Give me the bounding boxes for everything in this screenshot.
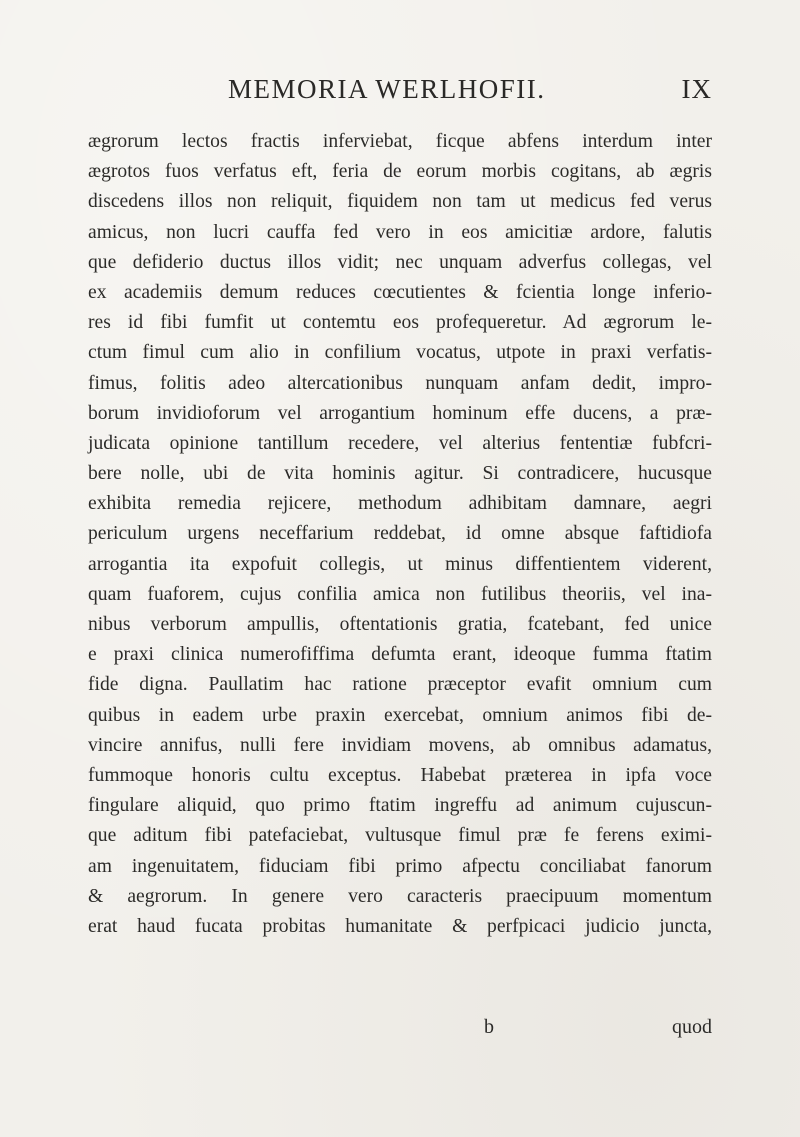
body-text	[88, 127, 712, 942]
text-line: am ingenuitatem, fiduciam fibi primo afpectu conciliabat fanorum	[88, 855, 712, 877]
signature-mark: b	[484, 1016, 494, 1038]
page-number: IX	[681, 74, 712, 104]
running-head	[100, 74, 720, 114]
text-line: res id fibi fumfit ut contemtu eos profequeretur. Ad ægrorum le-	[88, 312, 712, 334]
text-line: que aditum fibi patefaciebat, vultusque fimul præ fe ferens eximi-	[88, 825, 712, 847]
text-line: amicus, non lucri cauffa fed vero in eos amicitiæ ardore, falutis	[88, 221, 712, 243]
text-line: bere nolle, ubi de vita hominis agitur. Si contradicere, hucusque	[88, 463, 712, 485]
running-title: MEMORIA WERLHOFII.	[228, 74, 546, 104]
text-line: vincire annifus, nulli fere invidiam movens, ab omnibus adamatus,	[88, 734, 712, 756]
text-line: ægrotos fuos verfatus eft, feria de eorum morbis cogitans, ab ægris	[88, 161, 712, 183]
text-line: exhibita remedia rejicere, methodum adhibitam damnare, aegri	[88, 493, 712, 515]
text-line: fingulare aliquid, quo primo ftatim ingreffu ad animum cujuscun-	[88, 795, 712, 817]
text-line: quibus in eadem urbe praxin exercebat, omnium animos fibi de-	[88, 704, 712, 726]
text-line: e praxi clinica numerofiffima defumta erant, ideoque fumma ftatim	[88, 644, 712, 666]
text-line: discedens illos non reliquit, fiquidem non tam ut medicus fed verus	[88, 191, 712, 213]
text-line: quam fuaforem, cujus confilia amica non futilibus theoriis, vel ina-	[88, 583, 712, 605]
text-line: & aegrorum. In genere vero caracteris praecipuum momentum	[88, 885, 712, 907]
text-line: que defiderio ductus illos vidit; nec unquam adverfus collegas, vel	[88, 251, 712, 273]
text-line: arrogantia ita expofuit collegis, ut minus diffentientem viderent,	[88, 553, 712, 575]
text-line: periculum urgens neceffarium reddebat, id omne absque faftidiofa	[88, 523, 712, 545]
text-line: ex academiis demum reduces cœcutientes & fcientia longe inferio-	[88, 281, 712, 303]
text-line: erat haud fucata probitas humanitate & perfpicaci judicio juncta,	[88, 915, 712, 937]
text-line: fimus, folitis adeo altercationibus nunquam anfam dedit, impro-	[88, 372, 712, 394]
text-line: fide digna. Paullatim hac ratione præceptor evafit omnium cum	[88, 674, 712, 696]
text-line: ctum fimul cum alio in confilium vocatus, utpote in praxi verfatis-	[88, 342, 712, 364]
text-line: nibus verborum ampullis, oftentationis gratia, fcatebant, fed unice	[88, 614, 712, 635]
page-footer	[88, 1016, 712, 1046]
catchword: quod	[672, 1016, 712, 1038]
text-line: fummoque honoris cultu exceptus. Habebat præterea in ipfa voce	[88, 764, 712, 786]
text-line: borum invidioforum vel arrogantium hominum effe ducens, a præ-	[88, 402, 712, 424]
text-line: ægrorum lectos fractis inferviebat, ficque abfens interdum inter	[88, 131, 712, 152]
text-line: judicata opinione tantillum recedere, vel alterius fententiæ fubfcri-	[88, 432, 712, 454]
